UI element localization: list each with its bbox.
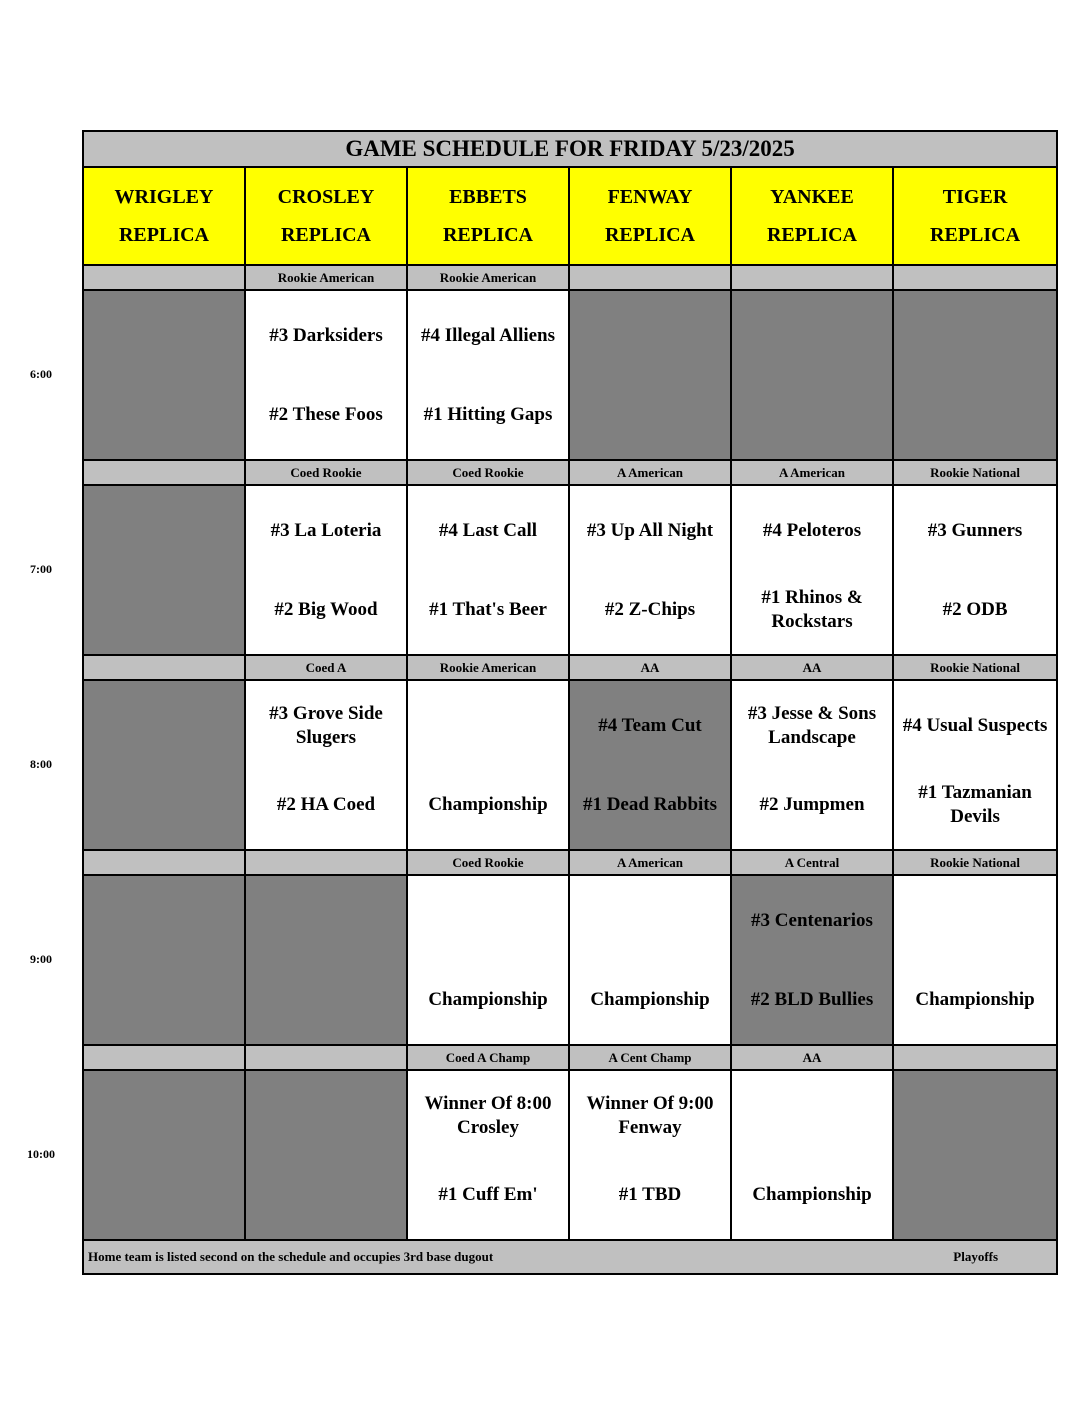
game-slot [731, 1070, 893, 1240]
field-sub: REPLICA [442, 224, 533, 246]
game-slot [893, 485, 1057, 655]
away-team [732, 292, 892, 375]
game-row [83, 680, 1057, 850]
home-team: Championship [428, 793, 548, 815]
game-slot [893, 680, 1057, 850]
home-team: #2 Big Wood [274, 598, 378, 620]
away-team [84, 292, 244, 375]
division-label [83, 460, 245, 485]
home-team [570, 375, 730, 458]
away-team [246, 1072, 406, 1155]
unused-slot [83, 485, 245, 655]
game-slot [893, 875, 1057, 1045]
game-slot [569, 1070, 731, 1240]
footer [83, 1240, 1057, 1274]
division-row [83, 460, 1057, 485]
game-slot [569, 485, 731, 655]
field-header [407, 167, 569, 265]
home-team [894, 375, 1056, 458]
away-team [894, 1072, 1056, 1155]
home-team: #1 That's Beer [429, 598, 547, 620]
unused-slot [83, 875, 245, 1045]
division-label [83, 655, 245, 680]
unused-slot [83, 680, 245, 850]
home-team [894, 1155, 1056, 1238]
division-label [731, 265, 893, 290]
unused-slot [245, 1070, 407, 1240]
away-team: #4 Illegal Alliens [420, 324, 556, 346]
home-team [84, 960, 244, 1043]
away-team [84, 1072, 244, 1155]
home-team [732, 375, 892, 458]
field-header-row [83, 167, 1057, 265]
home-team: Championship [915, 988, 1035, 1010]
game-slot [407, 680, 569, 850]
away-team: #3 Jesse & Sons Landscape [747, 702, 877, 748]
game-slot [407, 290, 569, 460]
away-team [894, 877, 1056, 960]
unused-slot [569, 290, 731, 460]
division-label [83, 850, 245, 875]
time-label: 10:00 [27, 1147, 55, 1161]
game-slot [245, 680, 407, 850]
home-team: Championship [752, 1183, 872, 1205]
division-row [83, 265, 1057, 290]
unused-slot [731, 290, 893, 460]
game-row [83, 485, 1057, 655]
time-label: 8:00 [30, 757, 52, 771]
field-name: TIGER [942, 186, 1008, 208]
unused-slot [83, 290, 245, 460]
division-label: A American [731, 460, 893, 485]
division-label: Coed Rookie [245, 460, 407, 485]
game-slot [731, 680, 893, 850]
division-label [83, 265, 245, 290]
division-label: Rookie American [407, 655, 569, 680]
game-slot [569, 875, 731, 1045]
unused-slot [893, 290, 1057, 460]
footer-row [83, 1240, 1057, 1274]
away-team: Winner Of 8:00 Crosley [424, 1092, 552, 1138]
game-slot [407, 1070, 569, 1240]
away-team: #4 Last Call [438, 519, 538, 541]
game-slot [245, 290, 407, 460]
field-name: FENWAY [607, 186, 693, 208]
home-team: #1 Cuff Em' [438, 1183, 538, 1205]
away-team [732, 1072, 892, 1155]
division-label: A American [569, 850, 731, 875]
away-team [408, 682, 568, 765]
division-label [83, 1045, 245, 1070]
home-team [84, 1155, 244, 1238]
division-label: Rookie American [245, 265, 407, 290]
schedule-title: GAME SCHEDULE FOR FRIDAY 5/23/2025 [83, 131, 1057, 167]
division-label: A American [569, 460, 731, 485]
home-team [246, 960, 406, 1043]
unused-slot [731, 875, 893, 1045]
game-slot [407, 485, 569, 655]
away-team: #3 La Loteria [270, 519, 382, 541]
away-team [408, 877, 568, 960]
home-team: #1 TBD [618, 1183, 682, 1205]
game-slot [245, 485, 407, 655]
division-row [83, 1045, 1057, 1070]
home-team: #1 Dead Rabbits [582, 793, 718, 815]
home-team: #1 Tazmanian Devils [918, 781, 1032, 827]
division-row [83, 655, 1057, 680]
away-team: #3 Darksiders [269, 324, 383, 346]
field-sub: REPLICA [280, 224, 371, 246]
game-slot [407, 875, 569, 1045]
field-header [569, 167, 731, 265]
home-team: #2 Jumpmen [759, 793, 865, 815]
division-label: Rookie National [893, 655, 1057, 680]
away-team [570, 292, 730, 375]
field-name: YANKEE [770, 186, 854, 208]
division-label: Coed A Champ [407, 1045, 569, 1070]
unused-slot [569, 680, 731, 850]
division-label: AA [731, 655, 893, 680]
time-label: 9:00 [30, 952, 52, 966]
division-label [569, 265, 731, 290]
time-label: 7:00 [30, 562, 52, 576]
schedule-table [82, 130, 1058, 1275]
home-team: #2 Z-Chips [604, 598, 696, 620]
division-label: A Cent Champ [569, 1045, 731, 1070]
home-team: #2 BLD Bullies [750, 988, 874, 1010]
home-team-note: Home team is listed second on the schedule and occupies 3rd base dugout [88, 1249, 494, 1264]
away-team [570, 877, 730, 960]
field-sub: REPLICA [604, 224, 695, 246]
division-row [83, 850, 1057, 875]
away-team [84, 487, 244, 570]
unused-slot [245, 875, 407, 1045]
game-row [83, 290, 1057, 460]
away-team: Winner Of 9:00 Fenway [586, 1092, 714, 1138]
unused-slot [83, 1070, 245, 1240]
away-team: #3 Up All Night [586, 519, 714, 541]
away-team [84, 682, 244, 765]
division-label [245, 1045, 407, 1070]
home-team: #1 Rhinos & Rockstars [761, 586, 863, 632]
division-label: Rookie National [893, 850, 1057, 875]
time-label: 6:00 [30, 367, 52, 381]
playoffs-label: Playoffs [953, 1249, 999, 1264]
field-name: WRIGLEY [114, 186, 214, 208]
away-team: #4 Team Cut [598, 714, 702, 736]
field-header [245, 167, 407, 265]
away-team [894, 292, 1056, 375]
division-label [893, 1045, 1057, 1070]
field-header [893, 167, 1057, 265]
away-team: #3 Centenarios [751, 909, 873, 931]
home-team: #2 These Foos [269, 403, 383, 425]
title-row [83, 131, 1057, 167]
home-team: #2 HA Coed [276, 793, 376, 815]
away-team [84, 877, 244, 960]
away-team: #3 Grove Side Slugers [269, 702, 383, 748]
division-label [893, 265, 1057, 290]
field-name: EBBETS [449, 186, 527, 208]
division-label: Coed Rookie [407, 850, 569, 875]
division-label: AA [569, 655, 731, 680]
division-label: A Central [731, 850, 893, 875]
game-slot [731, 485, 893, 655]
home-team: Championship [428, 988, 548, 1010]
home-team [84, 375, 244, 458]
division-label: Coed Rookie [407, 460, 569, 485]
division-label: Coed A [245, 655, 407, 680]
unused-slot [893, 1070, 1057, 1240]
home-team [84, 765, 244, 848]
division-label: Rookie National [893, 460, 1057, 485]
division-label: AA [731, 1045, 893, 1070]
field-sub: REPLICA [930, 224, 1021, 246]
away-team: #4 Usual Suspects [902, 714, 1048, 736]
home-team: #2 ODB [942, 598, 1008, 620]
field-header [83, 167, 245, 265]
home-team [246, 1155, 406, 1238]
division-label: Rookie American [407, 265, 569, 290]
home-team: #1 Hitting Gaps [423, 403, 553, 425]
game-row [83, 875, 1057, 1045]
away-team: #4 Peloteros [762, 519, 862, 541]
field-name: CROSLEY [277, 186, 375, 208]
field-sub: REPLICA [118, 224, 209, 246]
home-team: Championship [590, 988, 710, 1010]
field-header [731, 167, 893, 265]
home-team [84, 570, 244, 653]
away-team: #3 Gunners [927, 519, 1023, 541]
away-team [246, 877, 406, 960]
field-sub: REPLICA [766, 224, 857, 246]
division-label [245, 850, 407, 875]
game-row [83, 1070, 1057, 1240]
